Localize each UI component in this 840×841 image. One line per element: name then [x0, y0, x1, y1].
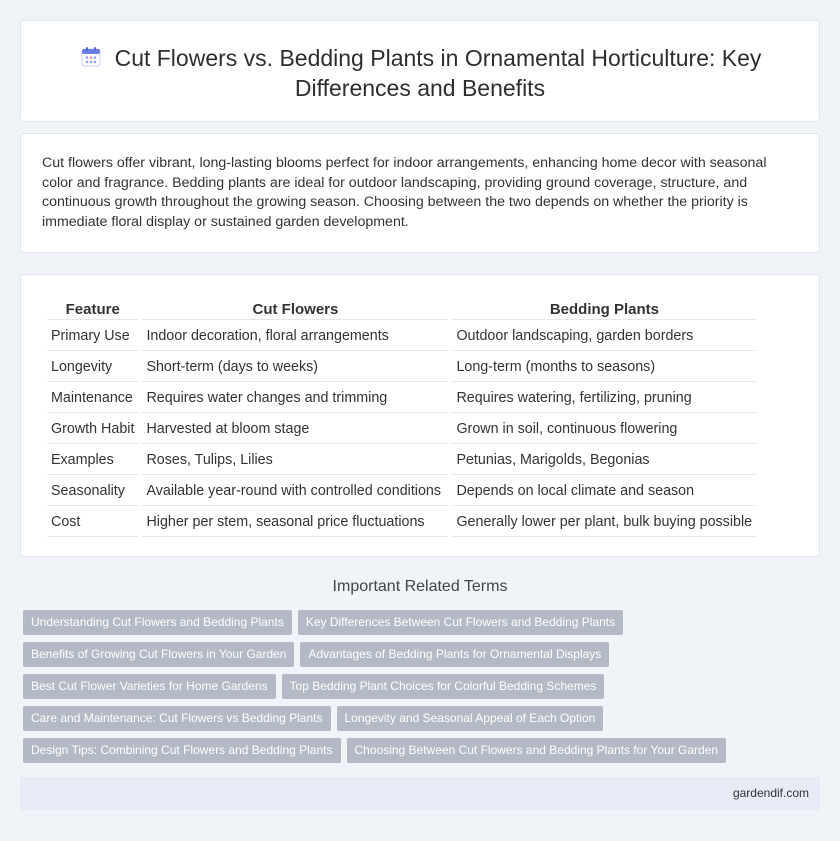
table-row	[47, 384, 756, 413]
table-row	[47, 508, 756, 537]
tag-row	[23, 738, 803, 770]
table-row	[47, 446, 756, 475]
intro-card	[20, 133, 820, 253]
table-cell: Short-term (days to weeks)	[142, 353, 448, 382]
related-term-link[interactable]: Key Differences Between Cut Flowers and Bedding Plants	[298, 610, 623, 635]
related-terms-list	[23, 610, 803, 770]
tag-row	[23, 610, 803, 642]
comparison-card	[20, 274, 820, 557]
tag-row	[23, 642, 803, 674]
table-row	[47, 415, 756, 444]
table-cell: Requires watering, fertilizing, pruning	[452, 384, 756, 413]
related-term-link[interactable]: Care and Maintenance: Cut Flowers vs Bedding Plants	[23, 706, 331, 731]
related-terms-heading: Important Related Terms	[332, 578, 508, 595]
tag-row	[23, 674, 803, 706]
table-cell: Longevity	[47, 353, 138, 382]
calendar-icon	[79, 45, 103, 69]
related-term-link[interactable]: Benefits of Growing Cut Flowers in Your Garden	[23, 642, 294, 667]
table-cell: Growth Habit	[47, 415, 138, 444]
table-cell: Requires water changes and trimming	[142, 384, 448, 413]
table-cell: Outdoor landscaping, garden borders	[452, 322, 756, 351]
table-cell: Primary Use	[47, 322, 138, 351]
footer	[20, 777, 820, 810]
column-header-feature: Feature	[47, 296, 138, 320]
table-cell: Long-term (months to seasons)	[452, 353, 756, 382]
table-cell: Maintenance	[47, 384, 138, 413]
related-term-link[interactable]: Advantages of Bedding Plants for Ornamental Displays	[300, 642, 609, 667]
tag-row	[23, 706, 803, 738]
related-term-link[interactable]: Choosing Between Cut Flowers and Bedding Plants for Your Garden	[347, 738, 727, 763]
table-cell: Seasonality	[47, 477, 138, 506]
table-cell: Indoor decoration, floral arrangements	[142, 322, 448, 351]
table-cell: Examples	[47, 446, 138, 475]
related-term-link[interactable]: Best Cut Flower Varieties for Home Gardens	[23, 674, 276, 699]
table-cell: Petunias, Marigolds, Begonias	[452, 446, 756, 475]
table-cell: Higher per stem, seasonal price fluctuations	[142, 508, 448, 537]
table-header-row	[47, 296, 756, 320]
table-cell: Depends on local climate and season	[452, 477, 756, 506]
table-row	[47, 322, 756, 351]
intro-paragraph: Cut flowers offer vibrant, long-lasting blooms perfect for indoor arrangements, enhancing home decor with seasonal color and fragrance. Bedding plants are ideal for outdoor landscaping, providing ground coverage, structure, and continuous growth throughout the growing season. Choosing between the two depends on whether the priority is immediate floral display or sustained garden development.	[42, 155, 767, 230]
related-term-link[interactable]: Top Bedding Plant Choices for Colorful Bedding Schemes	[282, 674, 605, 699]
column-header-cut-flowers: Cut Flowers	[142, 296, 448, 320]
table-cell: Generally lower per plant, bulk buying possible	[452, 508, 756, 537]
footer-site-link[interactable]: gardendif.com	[732, 786, 809, 800]
table-cell: Grown in soil, continuous flowering	[452, 415, 756, 444]
page-title-text: Cut Flowers vs. Bedding Plants in Ornamental Horticulture: Key Differences and Benefits	[114, 45, 762, 101]
related-term-link[interactable]: Longevity and Seasonal Appeal of Each Option	[337, 706, 604, 731]
header-card	[20, 20, 820, 122]
table-cell: Harvested at bloom stage	[142, 415, 448, 444]
comparison-table	[43, 294, 760, 539]
table-cell: Available year-round with controlled conditions	[142, 477, 448, 506]
table-cell: Cost	[47, 508, 138, 537]
table-row	[47, 477, 756, 506]
table-cell: Roses, Tulips, Lilies	[142, 446, 448, 475]
related-term-link[interactable]: Design Tips: Combining Cut Flowers and Bedding Plants	[23, 738, 341, 763]
page-title	[61, 43, 779, 103]
table-row	[47, 353, 756, 382]
related-term-link[interactable]: Understanding Cut Flowers and Bedding Plants	[23, 610, 292, 635]
column-header-bedding-plants: Bedding Plants	[452, 296, 756, 320]
